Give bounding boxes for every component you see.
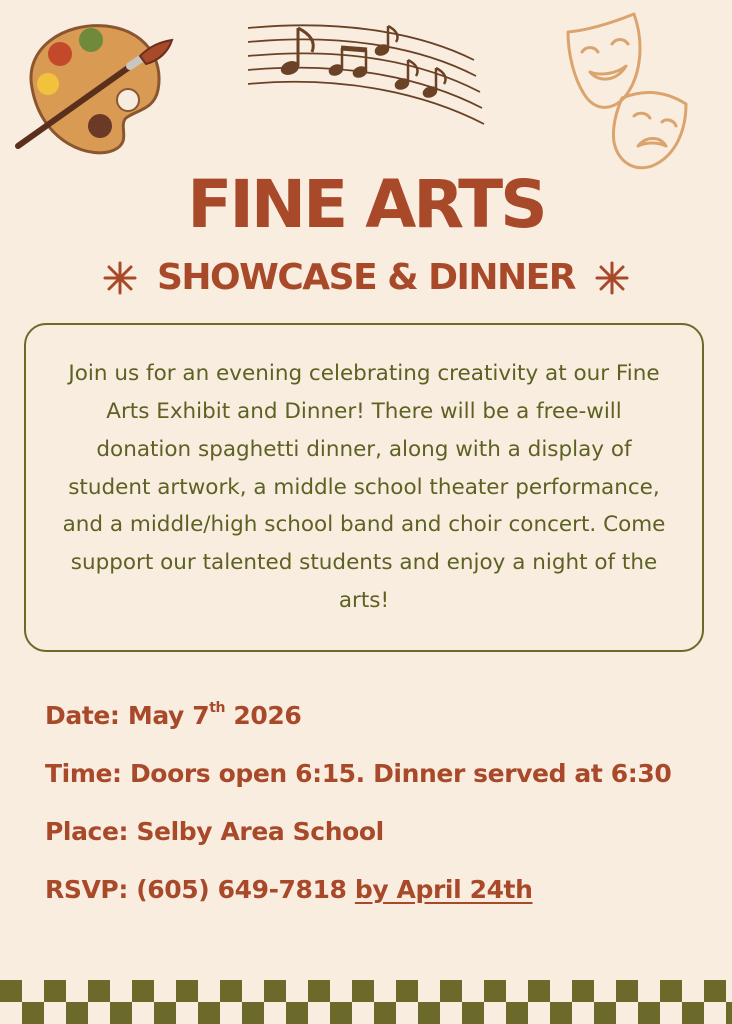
rsvp-phone: (605) 649-7818: [136, 875, 347, 904]
rsvp-line: [45, 868, 725, 926]
rsvp-label: RSVP:: [45, 875, 128, 904]
checker-square: [352, 980, 374, 1002]
checker-square: [528, 980, 550, 1002]
subtitle-row: [0, 252, 732, 304]
checker-square: [330, 1002, 352, 1024]
place-value: Selby Area School: [136, 817, 384, 846]
time-value: Doors open 6:15. Dinner served at 6:30: [129, 759, 672, 788]
checker-square: [682, 1002, 704, 1024]
checker-square: [66, 1002, 88, 1024]
description-box: [24, 323, 704, 652]
checker-square: [374, 1002, 396, 1024]
checker-square: [154, 1002, 176, 1024]
date-year: 2026: [233, 701, 302, 730]
checker-square: [132, 980, 154, 1002]
time-label: Time:: [45, 759, 122, 788]
rsvp-deadline: by April 24th: [354, 875, 533, 904]
place-line: [45, 810, 725, 868]
checker-square: [462, 1002, 484, 1024]
event-details: [45, 694, 725, 926]
checker-square: [110, 1002, 132, 1024]
checker-square: [176, 980, 198, 1002]
checker-square: [418, 1002, 440, 1024]
date-line: [45, 694, 725, 752]
asterisk-burst-icon: [595, 261, 629, 295]
checker-square: [88, 980, 110, 1002]
checker-square: [506, 1002, 528, 1024]
checker-square: [638, 1002, 660, 1024]
checker-square: [726, 1002, 732, 1024]
place-label: Place:: [45, 817, 129, 846]
checker-square: [550, 1002, 572, 1024]
checker-square: [44, 980, 66, 1002]
checker-square: [0, 980, 22, 1002]
checker-square: [616, 980, 638, 1002]
date-suffix: th: [209, 700, 226, 716]
checker-square: [572, 980, 594, 1002]
date-label: Date:: [45, 701, 120, 730]
checker-square: [198, 1002, 220, 1024]
theater-masks-icon: [560, 12, 692, 170]
checker-square: [286, 1002, 308, 1024]
checker-square: [660, 980, 682, 1002]
checker-square: [704, 980, 726, 1002]
checker-square: [484, 980, 506, 1002]
asterisk-burst-icon: [103, 261, 137, 295]
event-title: FINE ARTS: [187, 166, 545, 243]
paint-palette-icon: [14, 18, 176, 158]
date-day: May 7: [127, 701, 210, 730]
event-description: Join us for an evening celebrating creativity at our Fine Arts Exhibit and Dinner! There will be a free-will donation spaghetti dinner, along with a display of student artwork, a middle school theater performance, and a middle/high school band and choir concert. Come support our talented students and enjoy a night of the arts!: [62, 361, 666, 613]
checker-square: [396, 980, 418, 1002]
checker-square: [220, 980, 242, 1002]
event-subtitle: SHOWCASE & DINNER: [157, 257, 575, 298]
music-notes-icon: [244, 20, 490, 140]
checker-square: [264, 980, 286, 1002]
checker-square: [22, 1002, 44, 1024]
checker-square: [594, 1002, 616, 1024]
checker-square: [440, 980, 462, 1002]
checker-square: [242, 1002, 264, 1024]
time-line: [45, 752, 725, 810]
checker-square: [308, 980, 330, 1002]
checkerboard-border: [0, 980, 732, 1024]
